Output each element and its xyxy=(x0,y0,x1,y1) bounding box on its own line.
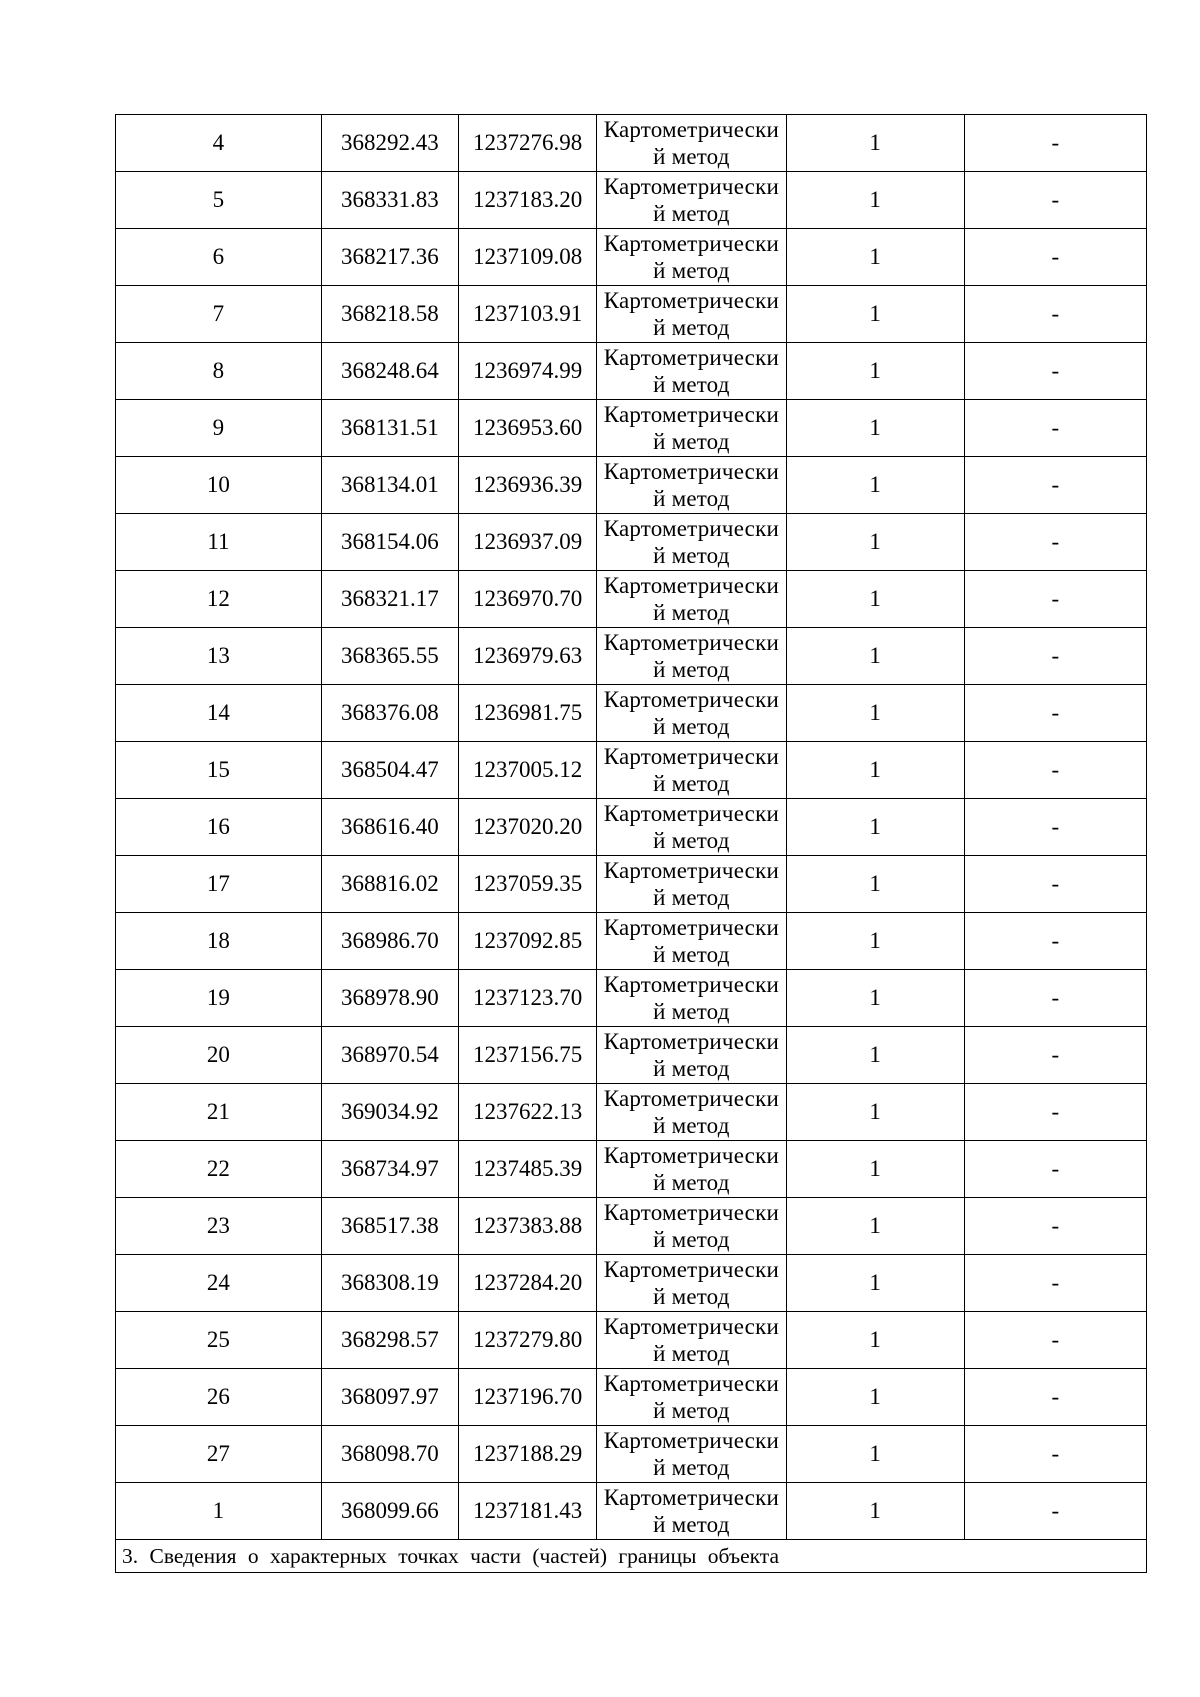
method-cell xyxy=(597,115,786,172)
accuracy-cell: 1 xyxy=(786,172,964,229)
method-cell xyxy=(597,1255,786,1312)
description-cell: - xyxy=(964,571,1146,628)
description-cell: - xyxy=(964,343,1146,400)
coordinate-y-cell: 1237188.29 xyxy=(458,1426,596,1483)
accuracy-cell: 1 xyxy=(786,856,964,913)
coordinate-x-cell: 368376.08 xyxy=(321,685,458,742)
coordinate-y-cell: 1237485.39 xyxy=(458,1141,596,1198)
method-cell xyxy=(597,514,786,571)
table-row xyxy=(116,970,1147,1027)
method-cell xyxy=(597,1369,786,1426)
method-line-1: Картометрически xyxy=(603,288,779,313)
coordinate-y-cell: 1237103.91 xyxy=(458,286,596,343)
method-line-1: Картометрически xyxy=(603,1029,779,1054)
method-cell xyxy=(597,457,786,514)
description-cell: - xyxy=(964,1084,1146,1141)
table-row xyxy=(116,172,1147,229)
coordinate-x-cell: 368099.66 xyxy=(321,1483,458,1540)
description-cell: - xyxy=(964,115,1146,172)
method-line-1: Картометрически xyxy=(603,516,779,541)
method-line-2: й метод xyxy=(653,1170,730,1195)
point-number-cell: 11 xyxy=(116,514,322,571)
coordinate-y-cell: 1237383.88 xyxy=(458,1198,596,1255)
method-cell xyxy=(597,172,786,229)
accuracy-cell: 1 xyxy=(786,628,964,685)
method-line-2: й метод xyxy=(653,486,730,511)
description-cell: - xyxy=(964,799,1146,856)
point-number-cell: 8 xyxy=(116,343,322,400)
accuracy-cell: 1 xyxy=(786,457,964,514)
method-line-1: Картометрически xyxy=(603,1485,779,1510)
description-cell: - xyxy=(964,913,1146,970)
method-line-1: Картометрически xyxy=(603,117,779,142)
method-line-2: й метод xyxy=(653,429,730,454)
method-line-1: Картометрически xyxy=(603,1428,779,1453)
coordinate-x-cell: 368134.01 xyxy=(321,457,458,514)
table-body xyxy=(116,115,1147,1540)
table-row xyxy=(116,1198,1147,1255)
point-number-cell: 1 xyxy=(116,1483,322,1540)
method-cell xyxy=(597,1483,786,1540)
table-row xyxy=(116,913,1147,970)
coordinate-y-cell: 1237181.43 xyxy=(458,1483,596,1540)
table-row xyxy=(116,1483,1147,1540)
point-number-cell: 17 xyxy=(116,856,322,913)
method-cell xyxy=(597,856,786,913)
method-cell xyxy=(597,1426,786,1483)
method-line-1: Картометрически xyxy=(603,972,779,997)
point-number-cell: 12 xyxy=(116,571,322,628)
coordinate-y-cell: 1237622.13 xyxy=(458,1084,596,1141)
coordinate-x-cell: 368616.40 xyxy=(321,799,458,856)
coordinate-x-cell: 368154.06 xyxy=(321,514,458,571)
boundary-points-table xyxy=(115,114,1147,1573)
coordinate-x-cell: 368504.47 xyxy=(321,742,458,799)
coordinate-y-cell: 1236981.75 xyxy=(458,685,596,742)
method-line-1: Картометрически xyxy=(603,687,779,712)
method-line-1: Картометрически xyxy=(603,1200,779,1225)
coordinate-y-cell: 1237279.80 xyxy=(458,1312,596,1369)
coordinate-x-cell: 368321.17 xyxy=(321,571,458,628)
method-line-2: й метод xyxy=(653,543,730,568)
point-number-cell: 16 xyxy=(116,799,322,856)
coordinate-y-cell: 1237156.75 xyxy=(458,1027,596,1084)
method-line-2: й метод xyxy=(653,144,730,169)
table-row xyxy=(116,799,1147,856)
table-row xyxy=(116,1312,1147,1369)
method-line-1: Картометрически xyxy=(603,231,779,256)
method-line-2: й метод xyxy=(653,999,730,1024)
description-cell: - xyxy=(964,1027,1146,1084)
method-cell xyxy=(597,1198,786,1255)
method-cell xyxy=(597,742,786,799)
table-row xyxy=(116,286,1147,343)
accuracy-cell: 1 xyxy=(786,742,964,799)
point-number-cell: 19 xyxy=(116,970,322,1027)
method-line-2: й метод xyxy=(653,258,730,283)
accuracy-cell: 1 xyxy=(786,1312,964,1369)
method-line-1: Картометрически xyxy=(603,573,779,598)
description-cell: - xyxy=(964,970,1146,1027)
table-row xyxy=(116,457,1147,514)
method-line-2: й метод xyxy=(653,714,730,739)
table-row xyxy=(116,571,1147,628)
table-row xyxy=(116,685,1147,742)
method-line-2: й метод xyxy=(653,1284,730,1309)
method-line-1: Картометрически xyxy=(603,744,779,769)
coordinate-x-cell: 368218.58 xyxy=(321,286,458,343)
description-cell: - xyxy=(964,1312,1146,1369)
section-heading: 3. Сведения о характерных точках части (частей) границы объекта xyxy=(116,1540,1147,1573)
section-footer-row xyxy=(116,1540,1147,1573)
coordinate-y-cell: 1237020.20 xyxy=(458,799,596,856)
table-row xyxy=(116,1426,1147,1483)
accuracy-cell: 1 xyxy=(786,343,964,400)
method-cell xyxy=(597,229,786,286)
method-line-2: й метод xyxy=(653,1227,730,1252)
description-cell: - xyxy=(964,856,1146,913)
coordinate-x-cell: 368517.38 xyxy=(321,1198,458,1255)
description-cell: - xyxy=(964,457,1146,514)
accuracy-cell: 1 xyxy=(786,1369,964,1426)
coordinate-x-cell: 369034.92 xyxy=(321,1084,458,1141)
method-line-2: й метод xyxy=(653,942,730,967)
coordinate-y-cell: 1236979.63 xyxy=(458,628,596,685)
point-number-cell: 9 xyxy=(116,400,322,457)
point-number-cell: 21 xyxy=(116,1084,322,1141)
table-row xyxy=(116,1084,1147,1141)
table-row xyxy=(116,400,1147,457)
method-line-2: й метод xyxy=(653,1455,730,1480)
coordinate-x-cell: 368097.97 xyxy=(321,1369,458,1426)
point-number-cell: 20 xyxy=(116,1027,322,1084)
coordinate-x-cell: 368331.83 xyxy=(321,172,458,229)
coordinate-x-cell: 368978.90 xyxy=(321,970,458,1027)
description-cell: - xyxy=(964,1483,1146,1540)
description-cell: - xyxy=(964,1426,1146,1483)
point-number-cell: 6 xyxy=(116,229,322,286)
coordinate-y-cell: 1237123.70 xyxy=(458,970,596,1027)
coordinate-x-cell: 368970.54 xyxy=(321,1027,458,1084)
method-line-2: й метод xyxy=(653,1341,730,1366)
accuracy-cell: 1 xyxy=(786,1255,964,1312)
coordinate-x-cell: 368365.55 xyxy=(321,628,458,685)
accuracy-cell: 1 xyxy=(786,913,964,970)
coordinate-x-cell: 368298.57 xyxy=(321,1312,458,1369)
method-line-2: й метод xyxy=(653,1398,730,1423)
method-line-2: й метод xyxy=(653,315,730,340)
accuracy-cell: 1 xyxy=(786,799,964,856)
method-line-2: й метод xyxy=(653,885,730,910)
coordinate-y-cell: 1237276.98 xyxy=(458,115,596,172)
point-number-cell: 7 xyxy=(116,286,322,343)
method-line-1: Картометрически xyxy=(603,174,779,199)
method-cell xyxy=(597,913,786,970)
point-number-cell: 15 xyxy=(116,742,322,799)
method-cell xyxy=(597,571,786,628)
method-line-2: й метод xyxy=(653,1056,730,1081)
table-row xyxy=(116,1255,1147,1312)
table-row xyxy=(116,343,1147,400)
coordinate-y-cell: 1237092.85 xyxy=(458,913,596,970)
method-cell xyxy=(597,1084,786,1141)
method-cell xyxy=(597,628,786,685)
point-number-cell: 27 xyxy=(116,1426,322,1483)
method-line-1: Картометрически xyxy=(603,915,779,940)
coordinate-x-cell: 368986.70 xyxy=(321,913,458,970)
coordinate-y-cell: 1236970.70 xyxy=(458,571,596,628)
coordinate-x-cell: 368292.43 xyxy=(321,115,458,172)
method-cell xyxy=(597,1141,786,1198)
method-line-2: й метод xyxy=(653,771,730,796)
method-cell xyxy=(597,970,786,1027)
coordinate-y-cell: 1237196.70 xyxy=(458,1369,596,1426)
method-cell xyxy=(597,685,786,742)
point-number-cell: 26 xyxy=(116,1369,322,1426)
description-cell: - xyxy=(964,742,1146,799)
method-line-1: Картометрически xyxy=(603,459,779,484)
description-cell: - xyxy=(964,286,1146,343)
coordinate-x-cell: 368098.70 xyxy=(321,1426,458,1483)
point-number-cell: 5 xyxy=(116,172,322,229)
description-cell: - xyxy=(964,1369,1146,1426)
description-cell: - xyxy=(964,1141,1146,1198)
method-line-2: й метод xyxy=(653,372,730,397)
table-row xyxy=(116,742,1147,799)
table-row xyxy=(116,628,1147,685)
accuracy-cell: 1 xyxy=(786,1027,964,1084)
table-row xyxy=(116,514,1147,571)
table-row xyxy=(116,229,1147,286)
method-line-1: Картометрически xyxy=(603,801,779,826)
table-row xyxy=(116,1141,1147,1198)
description-cell: - xyxy=(964,229,1146,286)
point-number-cell: 13 xyxy=(116,628,322,685)
description-cell: - xyxy=(964,1198,1146,1255)
method-line-2: й метод xyxy=(653,201,730,226)
point-number-cell: 4 xyxy=(116,115,322,172)
description-cell: - xyxy=(964,514,1146,571)
method-line-1: Картометрически xyxy=(603,1257,779,1282)
method-cell xyxy=(597,1312,786,1369)
method-cell xyxy=(597,1027,786,1084)
method-line-1: Картометрически xyxy=(603,1314,779,1339)
coordinate-y-cell: 1237059.35 xyxy=(458,856,596,913)
description-cell: - xyxy=(964,685,1146,742)
method-line-2: й метод xyxy=(653,600,730,625)
table-row xyxy=(116,115,1147,172)
accuracy-cell: 1 xyxy=(786,514,964,571)
table-row xyxy=(116,856,1147,913)
accuracy-cell: 1 xyxy=(786,229,964,286)
description-cell: - xyxy=(964,400,1146,457)
point-number-cell: 25 xyxy=(116,1312,322,1369)
coordinate-x-cell: 368217.36 xyxy=(321,229,458,286)
point-number-cell: 18 xyxy=(116,913,322,970)
accuracy-cell: 1 xyxy=(786,1198,964,1255)
point-number-cell: 14 xyxy=(116,685,322,742)
method-line-1: Картометрически xyxy=(603,858,779,883)
table-row xyxy=(116,1369,1147,1426)
point-number-cell: 10 xyxy=(116,457,322,514)
accuracy-cell: 1 xyxy=(786,1141,964,1198)
method-line-2: й метод xyxy=(653,1113,730,1138)
method-line-1: Картометрически xyxy=(603,630,779,655)
description-cell: - xyxy=(964,172,1146,229)
method-line-1: Картометрически xyxy=(603,1086,779,1111)
accuracy-cell: 1 xyxy=(786,685,964,742)
coordinate-y-cell: 1237183.20 xyxy=(458,172,596,229)
coordinate-x-cell: 368131.51 xyxy=(321,400,458,457)
accuracy-cell: 1 xyxy=(786,400,964,457)
coordinate-x-cell: 368248.64 xyxy=(321,343,458,400)
accuracy-cell: 1 xyxy=(786,1084,964,1141)
coordinate-x-cell: 368308.19 xyxy=(321,1255,458,1312)
accuracy-cell: 1 xyxy=(786,571,964,628)
method-line-1: Картометрически xyxy=(603,345,779,370)
point-number-cell: 24 xyxy=(116,1255,322,1312)
coordinate-y-cell: 1237005.12 xyxy=(458,742,596,799)
table-row xyxy=(116,1027,1147,1084)
accuracy-cell: 1 xyxy=(786,1426,964,1483)
coordinate-x-cell: 368734.97 xyxy=(321,1141,458,1198)
description-cell: - xyxy=(964,628,1146,685)
coordinate-y-cell: 1236936.39 xyxy=(458,457,596,514)
coordinate-y-cell: 1237109.08 xyxy=(458,229,596,286)
coordinate-x-cell: 368816.02 xyxy=(321,856,458,913)
accuracy-cell: 1 xyxy=(786,286,964,343)
method-cell xyxy=(597,400,786,457)
point-number-cell: 23 xyxy=(116,1198,322,1255)
description-cell: - xyxy=(964,1255,1146,1312)
method-line-2: й метод xyxy=(653,828,730,853)
point-number-cell: 22 xyxy=(116,1141,322,1198)
coordinate-y-cell: 1236953.60 xyxy=(458,400,596,457)
coordinate-y-cell: 1236937.09 xyxy=(458,514,596,571)
accuracy-cell: 1 xyxy=(786,115,964,172)
coordinate-y-cell: 1237284.20 xyxy=(458,1255,596,1312)
method-line-1: Картометрически xyxy=(603,1371,779,1396)
method-cell xyxy=(597,343,786,400)
method-line-2: й метод xyxy=(653,1512,730,1537)
accuracy-cell: 1 xyxy=(786,970,964,1027)
method-line-2: й метод xyxy=(653,657,730,682)
method-cell xyxy=(597,286,786,343)
coordinate-y-cell: 1236974.99 xyxy=(458,343,596,400)
method-line-1: Картометрически xyxy=(603,1143,779,1168)
accuracy-cell: 1 xyxy=(786,1483,964,1540)
method-line-1: Картометрически xyxy=(603,402,779,427)
method-cell xyxy=(597,799,786,856)
